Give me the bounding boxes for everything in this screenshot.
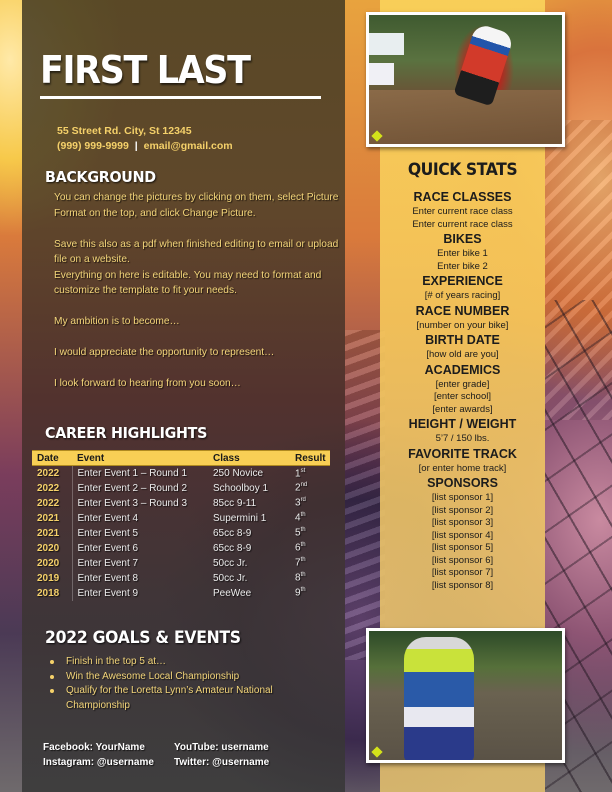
email[interactable]: email@gmail.com: [143, 140, 233, 152]
goal-item: Qualify for the Loretta Lynn’s Amateur National Championship: [48, 684, 318, 713]
background-paragraph: I look forward to hearing from you soon…: [54, 378, 241, 389]
background-paragraph: You can change the pictures by clicking on them, select Picture Format on the top, and click Change Picture.: [54, 192, 339, 219]
row-date: 2020: [32, 541, 72, 556]
table-row: [32, 496, 330, 511]
row-result: 1st: [295, 467, 306, 479]
stat-value: Enter current race class: [412, 218, 513, 230]
phone: (999) 999-9999: [57, 140, 129, 152]
stat-value: 5’7 / 150 lbs.: [435, 433, 490, 444]
stat-label-race-number: RACE NUMBER: [415, 303, 510, 318]
table-header-row: [32, 451, 330, 466]
rider-photo-bottom[interactable]: [366, 628, 565, 763]
table-row: [32, 526, 330, 541]
row-event: Enter Event 4: [77, 512, 139, 524]
goals-title: 2022 GOALS & EVENTS: [45, 628, 241, 648]
table-row: [32, 466, 330, 481]
row-result: 7th: [295, 557, 306, 569]
stat-label-academics: ACADEMICS: [424, 362, 501, 377]
banner-sign: [369, 63, 394, 85]
column-header-event: Event: [72, 451, 208, 466]
goal-item: Win the Awesome Local Championship: [48, 670, 318, 685]
column-header-class: Class: [208, 451, 290, 466]
stat-value: Enter current race class: [412, 206, 513, 217]
background-paragraph: My ambition is to become…: [54, 316, 180, 327]
row-class: Supermini 1: [213, 512, 267, 524]
row-date: 2021: [32, 526, 72, 541]
facebook-link[interactable]: Facebook: YourName: [43, 742, 145, 753]
social-links-right: [174, 740, 269, 770]
stat-value: [or enter home track]: [418, 462, 507, 474]
row-class: 65cc 8-9: [213, 527, 252, 539]
background-title: BACKGROUND: [45, 168, 156, 186]
row-result: 5th: [295, 527, 306, 539]
sponsor-item: [list sponsor 3]: [431, 517, 494, 528]
sponsor-item: [list sponsor 2]: [431, 504, 494, 516]
background-text: [54, 190, 344, 392]
row-event: Enter Event 9: [77, 587, 139, 599]
stat-label-race-classes: RACE CLASSES: [413, 190, 512, 204]
row-result: 6th: [295, 542, 306, 554]
row-event: Enter Event 2 – Round 2: [77, 482, 188, 494]
quick-stats-title: QUICK STATS: [407, 160, 518, 180]
athlete-name: FIRST LAST: [40, 48, 250, 92]
row-class: PeeWee: [213, 587, 252, 599]
address: 55 Street Rd. City, St 12345: [57, 125, 192, 137]
background-paragraph: I would appreciate the opportunity to represent…: [54, 347, 275, 358]
career-highlights-table: [32, 450, 330, 601]
stat-value: [enter awards]: [432, 403, 493, 415]
contact-info: [57, 124, 233, 154]
row-result: 4th: [295, 512, 306, 524]
table-row: [32, 571, 330, 586]
stat-label-bikes: BIKES: [443, 232, 482, 246]
row-result: 3rd: [295, 497, 306, 509]
stat-value: [enter grade]: [435, 378, 490, 390]
youtube-link[interactable]: YouTube: username: [174, 742, 269, 753]
row-date: 2022: [32, 496, 72, 511]
stat-label-birth-date: BIRTH DATE: [425, 333, 500, 347]
row-class: 50cc Jr.: [213, 557, 248, 569]
row-date: 2022: [32, 466, 72, 481]
tire-tread-decoration: [345, 330, 385, 660]
sponsor-item: [list sponsor 8]: [431, 579, 494, 591]
career-highlights-title: CAREER HIGHLIGHTS: [45, 424, 208, 442]
contact-separator: |: [134, 140, 138, 152]
photographer-logo-icon: [371, 746, 382, 757]
young-rider-figure: [404, 637, 474, 762]
column-header-result: Result: [290, 451, 330, 466]
stat-value: [enter school]: [433, 391, 492, 402]
stat-label-favorite-track: FAVORITE TRACK: [408, 446, 517, 461]
name-underline: [40, 96, 321, 99]
sponsor-item: [list sponsor 6]: [431, 554, 494, 566]
stat-value: Enter bike 2: [437, 260, 488, 272]
table-row: [32, 541, 330, 556]
stat-value: [number on your bike]: [416, 319, 509, 331]
row-event: Enter Event 1 – Round 1: [77, 467, 188, 479]
row-date: 2021: [32, 511, 72, 526]
instagram-link[interactable]: Instagram: @username: [43, 757, 154, 768]
row-event: Enter Event 6: [77, 542, 139, 554]
row-date: 2018: [32, 586, 72, 601]
background-paragraph: Everything on here is editable. You may need to format and customize the template to fit your needs.: [54, 269, 322, 296]
twitter-link[interactable]: Twitter: @username: [174, 757, 270, 768]
table-row: [32, 481, 330, 496]
stat-label-experience: EXPERIENCE: [422, 274, 503, 288]
row-result: 2nd: [295, 482, 308, 494]
row-class: Schoolboy 1: [213, 482, 269, 494]
table-row: [32, 511, 330, 526]
row-class: 85cc 9-11: [213, 497, 257, 509]
dirt-track: [369, 90, 562, 147]
stat-value: [# of years racing]: [424, 290, 501, 301]
table-row: [32, 556, 330, 571]
row-event: Enter Event 3 – Round 3: [77, 497, 188, 509]
row-date: 2019: [32, 571, 72, 586]
row-class: 65cc 8-9: [213, 542, 252, 554]
stat-label-sponsors: SPONSORS: [427, 476, 498, 490]
quick-stats-list: [380, 189, 545, 592]
row-event: Enter Event 5: [77, 527, 139, 539]
row-date: 2020: [32, 556, 72, 571]
row-event: Enter Event 7: [77, 557, 139, 569]
background-paragraph: Save this also as a pdf when finished editing to email or upload file on a website.: [54, 238, 339, 265]
sponsor-item: [list sponsor 5]: [431, 542, 494, 553]
sponsor-item: [list sponsor 7]: [431, 567, 494, 578]
table-row: [32, 586, 330, 601]
stat-value: Enter bike 1: [437, 248, 488, 259]
row-class: 250 Novice: [213, 467, 264, 479]
sponsor-item: [list sponsor 1]: [431, 492, 494, 503]
stat-value: [how old are you]: [426, 349, 499, 360]
goals-list: [48, 655, 318, 713]
banner-sign: [369, 33, 404, 55]
social-links-left: [43, 740, 154, 770]
row-result: 9th: [295, 587, 306, 599]
row-result: 8th: [295, 572, 306, 584]
sponsor-item: [list sponsor 4]: [431, 529, 494, 541]
row-date: 2022: [32, 481, 72, 496]
column-header-date: Date: [32, 451, 72, 466]
stat-label-height-weight: HEIGHT / WEIGHT: [408, 417, 517, 431]
goal-item: Finish in the top 5 at…: [48, 655, 318, 670]
row-event: Enter Event 8: [77, 572, 139, 584]
rider-photo-top[interactable]: [366, 12, 565, 147]
row-class: 50cc Jr.: [213, 572, 248, 584]
